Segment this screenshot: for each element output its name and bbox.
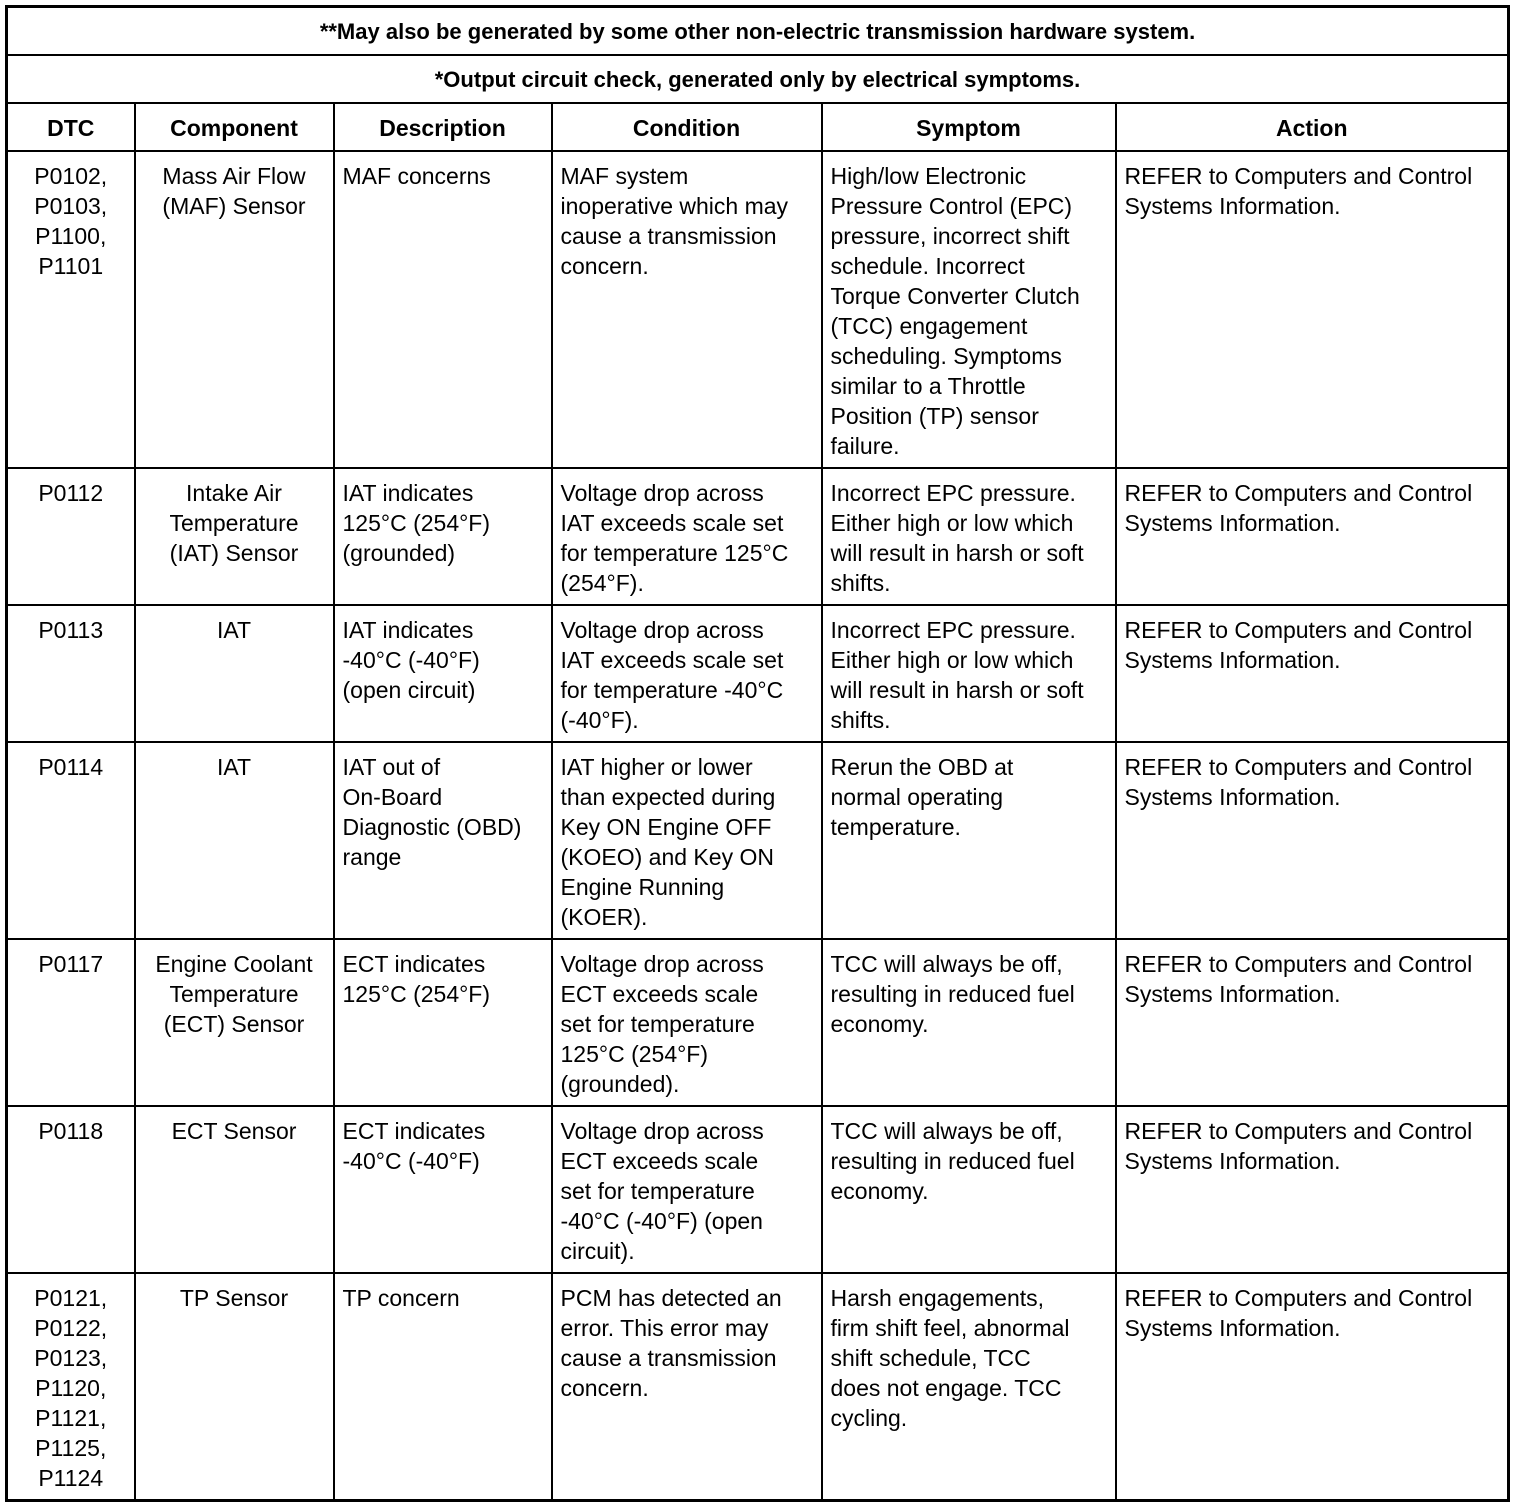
table-body (7, 151, 1509, 1501)
symptom-cell: High/low Electronic Pressure Control (EPC) pressure, incorrect shift schedule. Incorrect Torque Converter Clutch (TCC) engagement scheduling. Symptoms similar to a Throttle Position (TP) sensor failure. (822, 151, 1116, 468)
symptom-cell: TCC will always be off, resulting in reduced fuel economy. (822, 939, 1116, 1106)
dtc-cell: P0117 (7, 939, 135, 1106)
header-symptom: Symptom (822, 103, 1116, 151)
condition-cell: PCM has detected an error. This error may cause a transmission concern. (552, 1273, 822, 1501)
component-cell: ECT Sensor (135, 1106, 334, 1273)
condition-cell: Voltage drop across ECT exceeds scale set for temperature -40°C (-40°F) (open circuit). (552, 1106, 822, 1273)
description-cell: IAT out of On-Board Diagnostic (OBD) range (334, 742, 552, 939)
header-dtc: DTC (7, 103, 135, 151)
component-cell: Intake Air Temperature (IAT) Sensor (135, 468, 334, 605)
condition-cell: Voltage drop across IAT exceeds scale set for temperature 125°C (254°F). (552, 468, 822, 605)
condition-cell: IAT higher or lower than expected during Key ON Engine OFF (KOEO) and Key ON Engine Running (KOER). (552, 742, 822, 939)
condition-cell: Voltage drop across ECT exceeds scale set for temperature 125°C (254°F) (grounded). (552, 939, 822, 1106)
table-row (7, 1106, 1509, 1273)
dtc-cell: P0113 (7, 605, 135, 742)
component-cell: TP Sensor (135, 1273, 334, 1501)
action-cell: REFER to Computers and Control Systems Information. (1116, 468, 1509, 605)
note-row-1 (7, 7, 1509, 56)
header-condition: Condition (552, 103, 822, 151)
note-1: **May also be generated by some other non-electric transmission hardware system. (7, 7, 1509, 56)
action-cell: REFER to Computers and Control Systems Information. (1116, 939, 1509, 1106)
description-cell: TP concern (334, 1273, 552, 1501)
symptom-cell: Rerun the OBD at normal operating temperature. (822, 742, 1116, 939)
condition-cell: MAF system inoperative which may cause a transmission concern. (552, 151, 822, 468)
action-cell: REFER to Computers and Control Systems Information. (1116, 1106, 1509, 1273)
note-2: *Output circuit check, generated only by electrical symptoms. (7, 55, 1509, 103)
description-cell: IAT indicates 125°C (254°F) (grounded) (334, 468, 552, 605)
note-row-2 (7, 55, 1509, 103)
table-row (7, 742, 1509, 939)
symptom-cell: Incorrect EPC pressure. Either high or low which will result in harsh or soft shifts. (822, 605, 1116, 742)
description-cell: MAF concerns (334, 151, 552, 468)
table-row (7, 605, 1509, 742)
dtc-cell: P0112 (7, 468, 135, 605)
description-cell: ECT indicates 125°C (254°F) (334, 939, 552, 1106)
action-cell: REFER to Computers and Control Systems Information. (1116, 1273, 1509, 1501)
dtc-cell: P0102, P0103, P1100, P1101 (7, 151, 135, 468)
action-cell: REFER to Computers and Control Systems Information. (1116, 742, 1509, 939)
header-action: Action (1116, 103, 1509, 151)
symptom-cell: TCC will always be off, resulting in reduced fuel economy. (822, 1106, 1116, 1273)
component-cell: Mass Air Flow (MAF) Sensor (135, 151, 334, 468)
table-row (7, 939, 1509, 1106)
symptom-cell: Harsh engagements, firm shift feel, abnormal shift schedule, TCC does not engage. TCC cycling. (822, 1273, 1116, 1501)
table-row (7, 151, 1509, 468)
header-component: Component (135, 103, 334, 151)
table-row (7, 1273, 1509, 1501)
action-cell: REFER to Computers and Control Systems Information. (1116, 605, 1509, 742)
symptom-cell: Incorrect EPC pressure. Either high or low which will result in harsh or soft shifts. (822, 468, 1116, 605)
action-cell: REFER to Computers and Control Systems Information. (1116, 151, 1509, 468)
component-cell: Engine Coolant Temperature (ECT) Sensor (135, 939, 334, 1106)
dtc-table (5, 5, 1510, 1502)
dtc-cell: P0121, P0122, P0123, P1120, P1121, P1125, P1124 (7, 1273, 135, 1501)
header-description: Description (334, 103, 552, 151)
dtc-cell: P0114 (7, 742, 135, 939)
description-cell: ECT indicates -40°C (-40°F) (334, 1106, 552, 1273)
component-cell: IAT (135, 742, 334, 939)
condition-cell: Voltage drop across IAT exceeds scale set for temperature -40°C (-40°F). (552, 605, 822, 742)
component-cell: IAT (135, 605, 334, 742)
table-row (7, 468, 1509, 605)
header-row (7, 103, 1509, 151)
dtc-cell: P0118 (7, 1106, 135, 1273)
description-cell: IAT indicates -40°C (-40°F) (open circuit) (334, 605, 552, 742)
